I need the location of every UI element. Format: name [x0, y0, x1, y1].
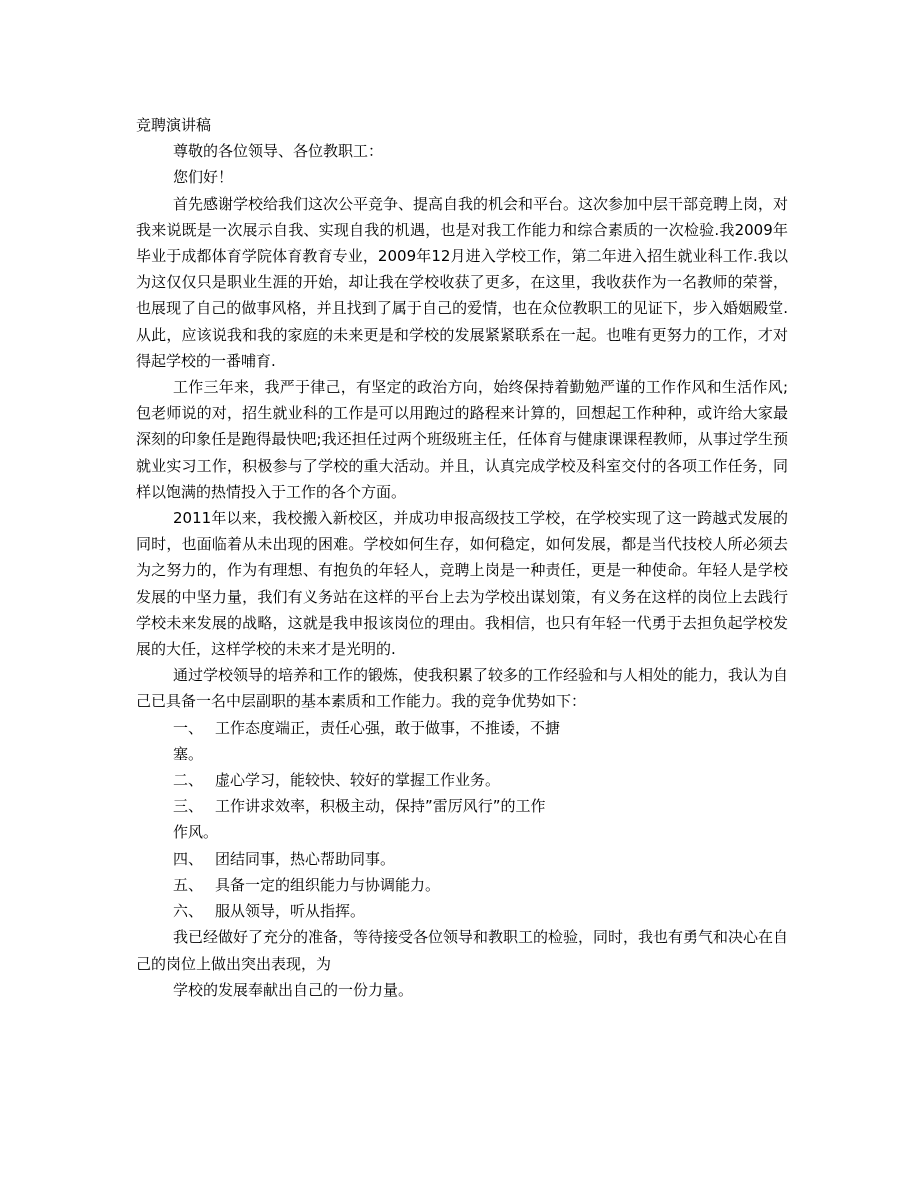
closing-line: 学校的发展奉献出自己的一份力量。 — [173, 980, 414, 999]
advantage-item — [136, 872, 788, 898]
document-title: 竞聘演讲稿 — [136, 116, 212, 134]
document-page — [136, 112, 788, 1003]
advantage-continuation: 作风。 — [173, 823, 219, 842]
paragraph: 2011年以来，我校搬入新校区，并成功申报高级技工学校，在学校实现了这一跨越式发展的同时，也面临着从未出现的困难。学校如何生存，如何稳定，如何发展，都是当代技校人所必须去为之努力的，作为有理想、有抱负的年轻人，竞聘上岗是一种责任，更是一种使命。年轻人是学校发展的中坚力量，我们有义务站在这样的平台上去为学校出谋划策，有义务在这样的岗位上去践行学校未来发展的战略，这就是我申报该岗位的理由。我相信，也只有年轻一代勇于去担负起学校发展的大任，这样学校的未来才是光明的. — [136, 509, 788, 659]
advantage-number: 六、 — [173, 902, 204, 921]
advantage-text: 服从领导，听从指挥。 — [215, 902, 366, 921]
advantage-item — [136, 846, 788, 872]
advantage-number: 四、 — [173, 849, 204, 868]
advantage-number: 五、 — [173, 875, 204, 894]
advantage-item — [136, 898, 788, 924]
paragraph: 工作三年来，我严于律己，有坚定的政治方向，始终保持着勤勉严谨的工作作风和生活作风;包老师说的对，招生就业科的工作是可以用跑过的路程来计算的，回想起工作种种，或许给大家最深刻的印象任是跑得最快吧;我还担任过两个班级班主任，任体育与健康课课程教师，从事过学生预就业实习工作，积极参与了学校的重大活动。并且，认真完成学校及科室交付的各项工作任务，同样以饱满的热情投入于工作的各个方面。 — [136, 378, 788, 501]
paragraph: 首先感谢学校给我们这次公平竞争、提高自我的机会和平台。这次参加中层干部竞聘上岗，对我来说既是一次展示自我、实现自我的机遇，也是对我工作能力和综合素质的一次检验.我2009年毕业于成都体育学院体育教育专业，2009年12月进入学校工作，第二年进入招生就业科工作.我以为这仅仅只是职业生涯的开始，却让我在学校收获了更多，在这里，我收获作为一名教师的荣誉，也展现了自己的做事风格，并且找到了属于自己的爱情，也在众位教职工的见证下，步入婚姻殿堂.从此，应该说我和我的家庭的未来更是和学校的发展紧紧联系在一起。也唯有更努力的工作，才对得起学校的一番哺育. — [136, 194, 789, 370]
advantage-text: 工作讲求效率，积极主动，保持”雷厉风行”的工作 — [215, 797, 546, 816]
salutation: 尊敬的各位领导、各位教职工： — [173, 142, 384, 161]
advantage-number: 一、 — [173, 718, 204, 737]
advantage-text: 团结同事，热心帮助同事。 — [215, 849, 396, 868]
advantage-number: 三、 — [173, 797, 204, 816]
advantage-text: 具备一定的组织能力与协调能力。 — [215, 875, 441, 894]
advantage-text: 工作态度端正，责任心强，敢于做事，不推诿，不搪 — [215, 718, 561, 737]
advantage-item — [136, 767, 788, 793]
advantage-text: 虚心学习，能较快、较好的掌握工作业务。 — [215, 771, 501, 790]
advantage-item — [136, 793, 788, 819]
advantage-item — [136, 715, 788, 741]
advantage-continuation: 塞。 — [173, 744, 204, 763]
closing-paragraph: 我已经做好了充分的准备，等待接受各位领导和教职工的检验，同时，我也有勇气和决心在自己的岗位上做出突出表现，为 — [136, 928, 789, 973]
greeting: 您们好！ — [173, 168, 234, 187]
paragraph: 通过学校领导的培养和工作的锻炼，使我积累了较多的工作经验和与人相处的能力，我认为自己已具备一名中层副职的基本素质和工作能力。我的竞争优势如下： — [136, 666, 789, 711]
advantage-number: 二、 — [173, 771, 204, 790]
